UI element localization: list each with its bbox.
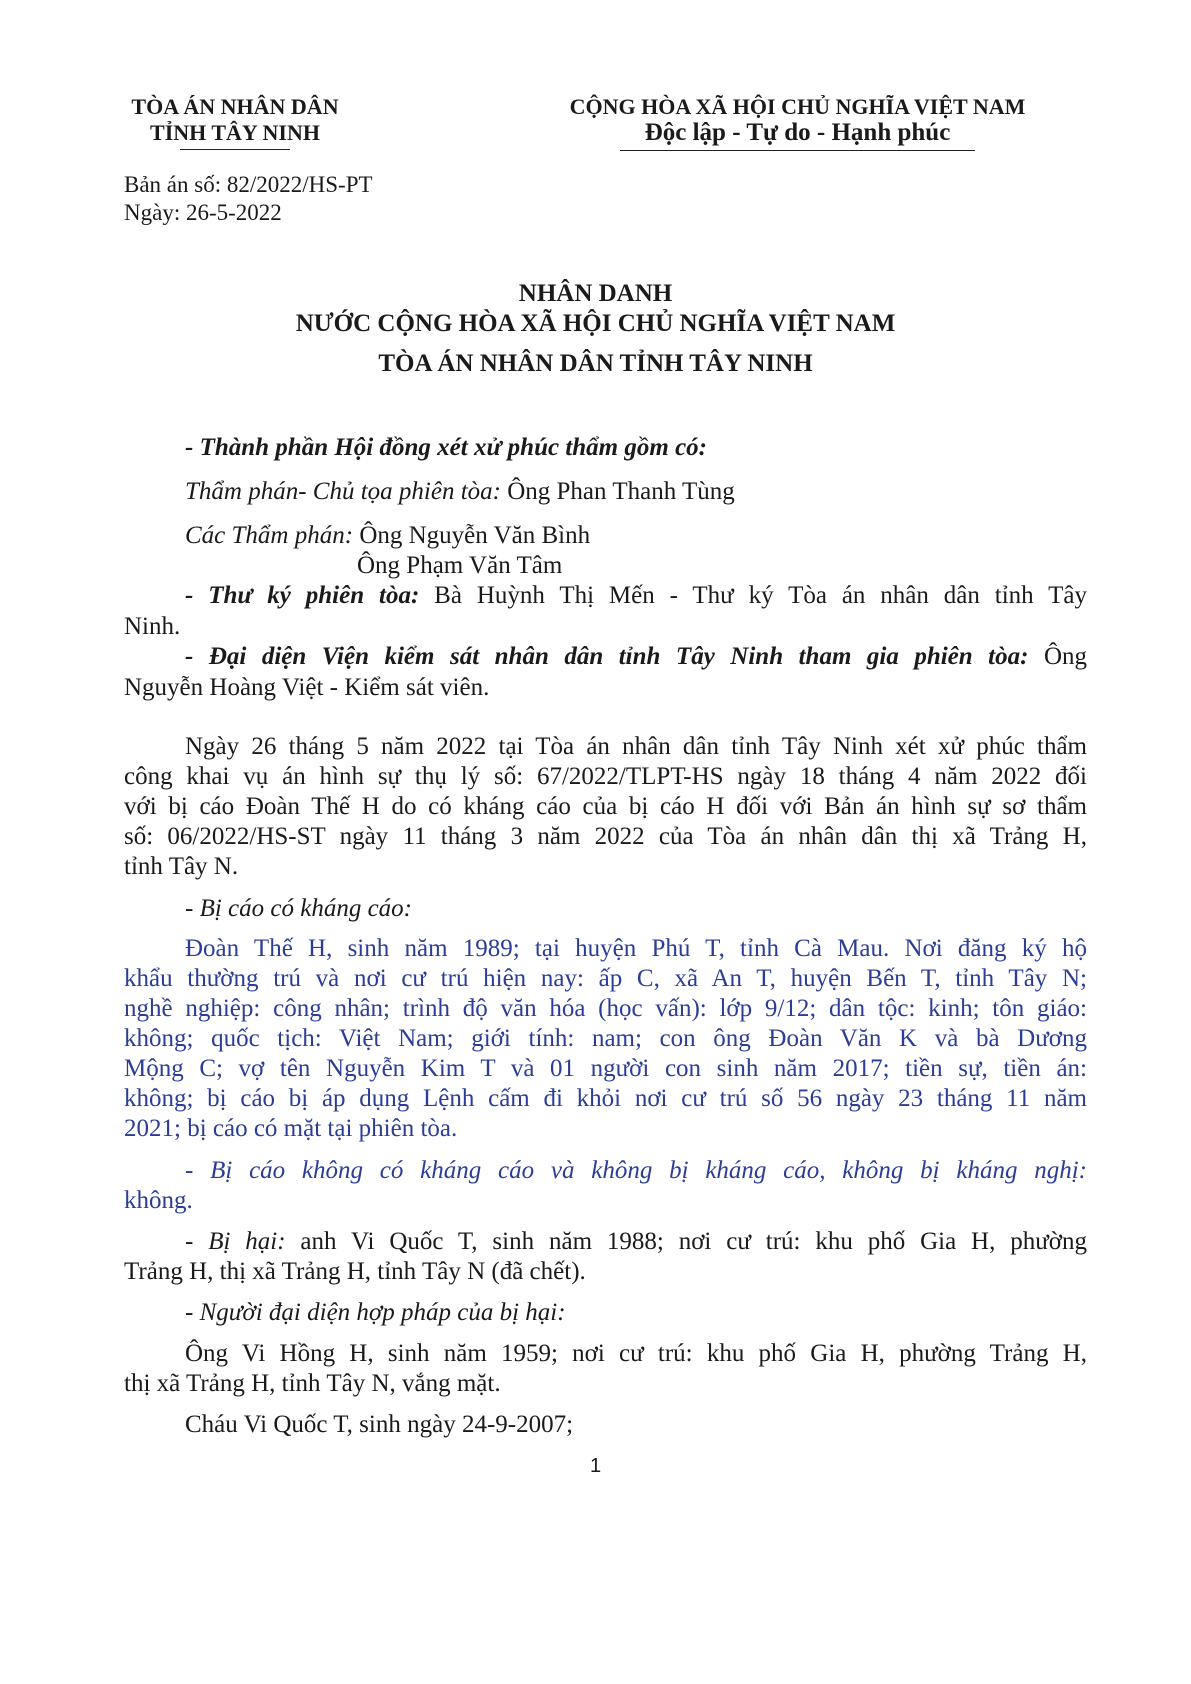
- case-date: Ngày: 26-5-2022: [124, 200, 282, 225]
- judges-line: [185, 522, 590, 550]
- victim-label: - Bị hại:: [185, 1228, 286, 1255]
- court-name-line2: TỈNH TÂY NINH: [150, 120, 320, 145]
- title-line2: NƯỚC CỘNG HÒA XÃ HỘI CHỦ NGHĨA VIỆT NAM: [295, 310, 896, 337]
- nation-name: CỘNG HÒA XÃ HỘI CHỦ NGHĨA VIỆT NAM: [569, 94, 1026, 119]
- motto-underline: [620, 150, 975, 151]
- clerk-line: [185, 582, 1087, 610]
- para1-line: số: 06/2022/HS-ST ngày 11 tháng 3 năm 2022 của Tòa án nhân dân thị xã Trảng H,: [124, 823, 1087, 850]
- case-number: Bản án số: 82/2022/HS-PT: [124, 172, 373, 197]
- appellant-line: Mộng C; vợ tên Nguyễn Kim T và 01 người con sinh năm 2017; tiền sự, tiền án:: [124, 1055, 1087, 1082]
- prosecutor-line: [185, 643, 1087, 671]
- representative-2-line1: Cháu Vi Quốc T, sinh ngày 24-9-2007;: [185, 1411, 574, 1438]
- page-number: 1: [589, 1455, 602, 1477]
- para1-line: tỉnh Tây N.: [124, 853, 239, 880]
- para1-line: công khai vụ án hình sự thụ lý số: 67/2022/TLPT-HS ngày 18 tháng 4 năm 2022 đối: [124, 763, 1087, 790]
- para1-line: Ngày 26 tháng 5 năm 2022 tại Tòa án nhân dân tỉnh Tây Ninh xét xử phúc thẩm: [185, 733, 1087, 760]
- no-appeal-line1: - Bị cáo không có kháng cáo và không bị kháng cáo, không bị kháng nghị:: [185, 1157, 1087, 1184]
- appellant-line: 2021; bị cáo có mặt tại phiên tòa.: [124, 1115, 458, 1142]
- judge-2-name: Ông Phạm Văn Tâm: [357, 552, 563, 579]
- judge-1-name: Ông Nguyễn Văn Bình: [353, 522, 591, 549]
- victim-text: anh Vi Quốc T, sinh năm 1988; nơi cư trú: khu phố Gia H, phường: [285, 1228, 1087, 1255]
- no-appeal-line2: không.: [124, 1187, 193, 1214]
- clerk-text: Bà Huỳnh Thị Mến - Thư ký Tòa án nhân dân tỉnh Tây: [419, 582, 1087, 609]
- representative-label: - Người đại diện hợp pháp của bị hại:: [185, 1299, 566, 1326]
- victim-line: [185, 1228, 1087, 1256]
- appellant-line: không; quốc tịch: Việt Nam; giới tính: nam; con ông Đoàn Văn K và bà Dương: [124, 1025, 1087, 1052]
- appellant-line: khẩu thường trú và nơi cư trú hiện nay: ấp C, xã An T, huyện Bến T, tỉnh Tây N;: [124, 965, 1087, 992]
- title-line3: TÒA ÁN NHÂN DÂN TỈNH TÂY NINH: [378, 350, 813, 377]
- presiding-judge-line: [185, 478, 735, 506]
- appellant-line: nghề nghiệp: công nhân; trình độ văn hóa (học vấn): lớp 9/12; dân tộc: kinh; tôn giáo:: [124, 995, 1087, 1022]
- national-motto: Độc lập - Tự do - Hạnh phúc: [644, 119, 951, 146]
- victim-cont: Trảng H, thị xã Trảng H, tỉnh Tây N (đã chết).: [124, 1258, 586, 1285]
- title-line1: NHÂN DANH: [518, 280, 673, 307]
- panel-heading: - Thành phần Hội đồng xét xử phúc thẩm gồm có:: [185, 434, 707, 461]
- clerk-cont: Ninh.: [124, 613, 181, 640]
- appellant-label: - Bị cáo có kháng cáo:: [185, 895, 413, 922]
- prosecutor-cont: Nguyễn Hoàng Việt - Kiểm sát viên.: [124, 674, 490, 701]
- appellant-line: không; bị cáo bị áp dụng Lệnh cấm đi khỏi nơi cư trú số 56 ngày 23 tháng 11 năm: [124, 1085, 1087, 1112]
- appellant-line: Đoàn Thế H, sinh năm 1989; tại huyện Phú T, tỉnh Cà Mau. Nơi đăng ký hộ: [185, 935, 1087, 962]
- court-name-line1: TÒA ÁN NHÂN DÂN: [131, 94, 339, 119]
- representative-1-line1: Ông Vi Hồng H, sinh năm 1959; nơi cư trú: khu phố Gia H, phường Trảng H,: [185, 1340, 1087, 1367]
- court-underline: [180, 149, 290, 150]
- presiding-judge-label: Thẩm phán- Chủ tọa phiên tòa:: [185, 478, 501, 505]
- representative-1-line2: thị xã Trảng H, tỉnh Tây N, vắng mặt.: [124, 1370, 501, 1397]
- presiding-judge-name: Ông Phan Thanh Tùng: [500, 478, 735, 505]
- clerk-label: - Thư ký phiên tòa:: [185, 582, 420, 609]
- prosecutor-text: Ông: [1028, 643, 1088, 670]
- prosecutor-label: - Đại diện Viện kiểm sát nhân dân tỉnh Tây Ninh tham gia phiên tòa:: [185, 643, 1029, 670]
- para1-line: với bị cáo Đoàn Thế H do có kháng cáo của bị cáo H đối với Bản án hình sự sơ thẩm: [124, 793, 1087, 820]
- judges-label: Các Thẩm phán:: [185, 522, 354, 549]
